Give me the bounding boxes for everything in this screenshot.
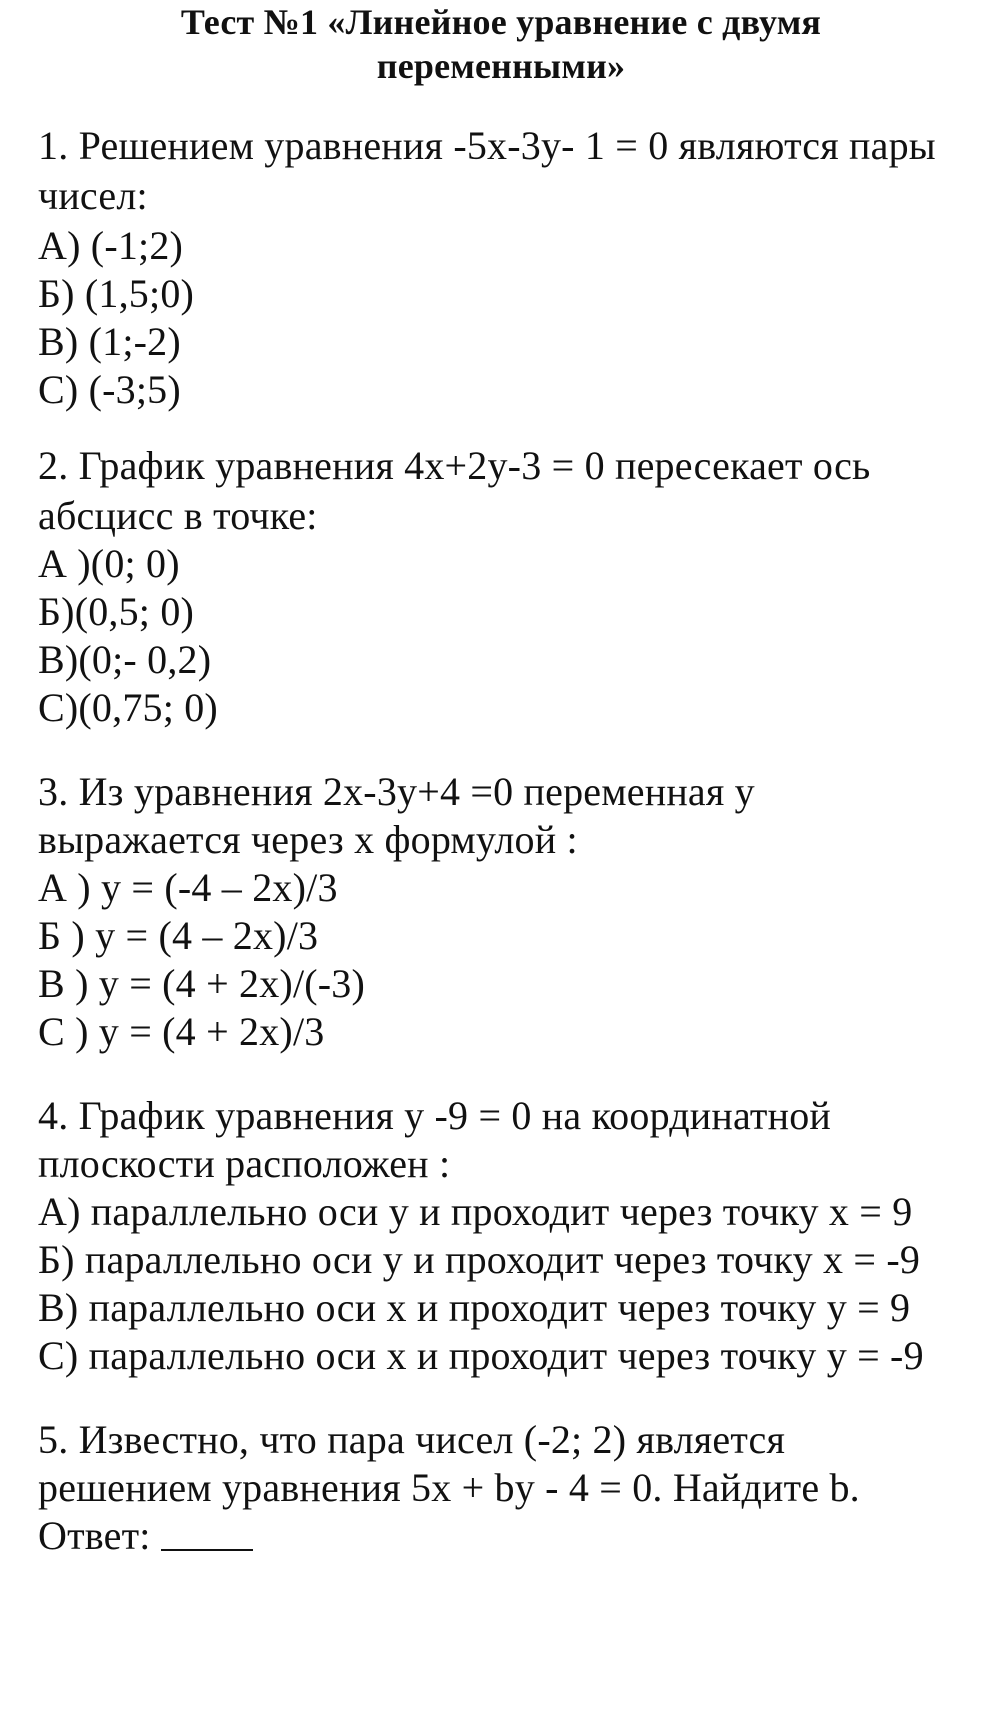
question-1-stem-line-1: 1. Решением уравнения -5х-3у- 1 = 0 являются пары bbox=[38, 123, 936, 168]
question-4-stem-line-2: плоскости расположен : bbox=[38, 1141, 451, 1186]
question-3-option-b: Б ) у = (4 – 2х)/3 bbox=[38, 913, 319, 958]
question-2-stem-line-2: абсцисс в точке: bbox=[38, 493, 318, 538]
question-3-stem-line-1: 3. Из уравнения 2х-3у+4 =0 переменная у bbox=[38, 769, 755, 814]
question-3-option-d: С ) у = (4 + 2х)/3 bbox=[38, 1009, 325, 1054]
question-2-option-d: С)(0,75; 0) bbox=[38, 685, 218, 730]
question-5-stem-line-1: 5. Известно, что пара чисел (-2; 2) является bbox=[38, 1417, 786, 1462]
question-2-option-c: В)(0;- 0,2) bbox=[38, 637, 212, 682]
question-2-option-b: Б)(0,5; 0) bbox=[38, 589, 195, 634]
question-4-option-d: С) параллельно оси х и проходит через точку у = -9 bbox=[38, 1333, 924, 1378]
question-5-answer-row bbox=[38, 1510, 253, 1562]
answer-label: Ответ: bbox=[38, 1513, 151, 1558]
question-3-option-a: А ) у = (-4 – 2х)/3 bbox=[38, 865, 338, 910]
question-3-stem-line-2: выражается через х формулой : bbox=[38, 817, 578, 862]
question-3-option-c: В ) у = (4 + 2х)/(-3) bbox=[38, 961, 366, 1006]
question-1-option-d: С) (-3;5) bbox=[38, 367, 181, 412]
question-4-stem-line-1: 4. График уравнения у -9 = 0 на координатной bbox=[38, 1093, 832, 1138]
question-1-option-b: Б) (1,5;0) bbox=[38, 271, 195, 316]
question-1-stem-line-2: чисел: bbox=[38, 173, 148, 218]
question-4-option-c: В) параллельно оси х и проходит через точку у = 9 bbox=[38, 1285, 911, 1330]
question-4-option-a: А) параллельно оси у и проходит через точку х = 9 bbox=[38, 1189, 913, 1234]
answer-blank-field[interactable] bbox=[161, 1515, 253, 1551]
question-4-option-b: Б) параллельно оси у и проходит через точку х = -9 bbox=[38, 1237, 921, 1282]
question-5-stem-line-2: решением уравнения 5х + bу - 4 = 0. Найдите b. bbox=[38, 1465, 860, 1510]
title-line-1: Тест №1 «Линейное уравнение с двумя bbox=[180, 2, 822, 42]
question-1-option-a: А) (-1;2) bbox=[38, 223, 184, 268]
test-title bbox=[0, 0, 1002, 88]
question-2-option-a: А )(0; 0) bbox=[38, 541, 180, 586]
question-1-option-c: В) (1;-2) bbox=[38, 319, 181, 364]
title-line-2: переменными» bbox=[376, 46, 626, 86]
question-2-stem-line-1: 2. График уравнения 4х+2у-3 = 0 пересекает ось bbox=[38, 443, 871, 488]
